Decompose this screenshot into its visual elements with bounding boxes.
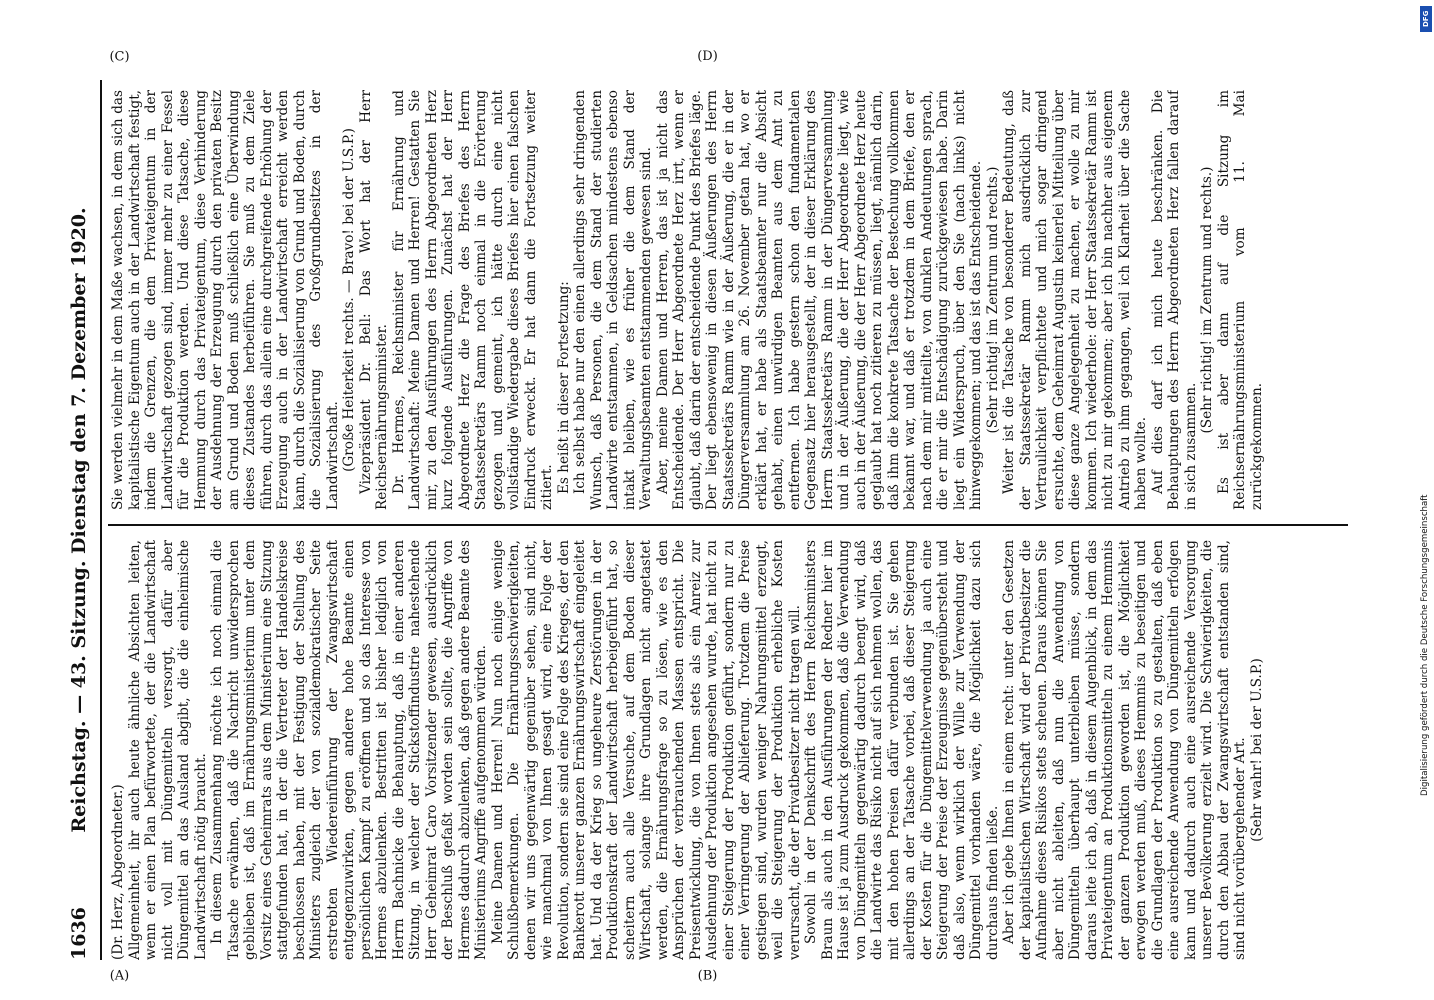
rotated-page xyxy=(60,49,1360,984)
paragraph: In diesem Zusammenhang möchte ich noch einmal die Tatsache erwähnen, daß die Nachricht unwidersprochen geblieben ist, daß im Ernährungsministerium unter dem Vorsitz eines Geheimrats aus dem Ministerium eine Sitzung stattgefunden hat, in der die Vertreter der Handelskreise beschlossen haben, mit der Festigung der Stellung des Ministers zugleich der von sozialdemokratischer Seite erstrebten Wiedereinführung der Zwangswirtschaft entgegenzuwirken, gegen andere hohe Beamte einen persönlichen Kampf zu eröffnen und so das Interesse von Hermes abzulenken. Bestritten ist bisher lediglich von Herrn Bachnicke die Behauptung, daß in einer anderen Sitzung, in welcher der Stickstoffindustrie nahestehende Herr Geheimrat Caro Vorsitzender gewesen, ausdrücklich der Beschluß gefaßt worden sein sollte, die Angriffe von Hermes dadurch abzulenken, daß gegen andere Beamte des Ministeriums Angriffe aufgenommen würden. xyxy=(209,540,489,960)
text-column-right xyxy=(110,90,1350,510)
paragraph: Es ist aber dann auf die Sitzung im Reichsernährungsministerium vom 11. Mai zurückgekommen. xyxy=(1215,90,1265,510)
text-column-left xyxy=(110,540,1350,960)
interjection: (Sehr richtig! im Zentrum und rechts.) xyxy=(984,166,1001,434)
column-divider xyxy=(108,525,1348,527)
paragraph: Vizepräsident Dr. Bell: Das Wort hat der Herr Reichsernährungsminister. xyxy=(357,90,390,510)
page-header xyxy=(60,80,102,960)
paragraph: Sowohl in der Denkschrift des Herrn Reichsministers Braun als auch in den Ausführungen der Redner hier im Hause ist ja zum Ausdruck gekommen, daß die Verwendung von Düngemitteln gegenwärtig dadurch beengt wird, daß die Landwirte das Risiko nicht auf sich nehmen wollen, das mit den hohen Preisen dafür verbunden ist. Sie gehen allerdings an der Tatsache vorbei, daß dieser Steigerung der Kosten für die Düngemittelverwendung ja auch eine Steigerung der Preise der Erzeugnisse gegenübersteht und daß also, wenn wirklich der Wille zur Verwendung der Düngemittel vorhanden wäre, die Möglichkeit dazu sich durchaus finden ließe. xyxy=(803,540,1001,960)
paragraph: Sie werden vielmehr in dem Maße wachsen, in dem sich das kapitalistische Eigentum auch in der Landwirtschaft festigt, indem die Grenzen, die dem Privateigentum in der Landwirtschaft gezogen sind, immer mehr zu einer Fessel für die Produktion werden. Und diese Tatsache, diese Hemmung durch das Privateigentum, diese Verhinderung der Ausdehnung der Erzeugung durch den privaten Besitz am Grund und Boden muß schließlich eine Überwindung dieses Zustandes herbeiführen. Sie muß zu dem Ziele führen, durch das allein eine durchgreifende Erhöhung der Erzeugung auch in der Landwirtschaft erreicht werden kann, durch die Sozialisierung von Grund und Boden, durch die Sozialisierung des Großgrundbesitzes in der Landwirtschaft. xyxy=(110,90,341,510)
paragraph: Auf dies darf ich mich heute beschränken. Die Behauptungen des Herrn Abgeordneten Herz fallen darauf in sich zusammen. xyxy=(1149,90,1199,510)
page-title: Reichstag. — 43. Sitzung. Dienstag den 7. Dezember 1920. xyxy=(68,207,90,833)
speaker-attribution: (Dr. Herz, Abgeordneter.) xyxy=(110,784,126,960)
paragraph: Allgemeinheit, ihr auch heute ähnliche Absichten leiten, wenn er einen Plan befürwortete, der die Landwirtschaft nicht voll mit Düngemitteln versorgt, dafür aber Düngemittel an das Ausland abgibt, die die einheimische Landwirtschaft nötig braucht. xyxy=(126,540,209,960)
credit-text: Digitalisierung gefördert durch die Deutsche Forschungsgemeinschaft xyxy=(1420,494,1430,796)
paragraph: Es heißt in dieser Fortsetzung: xyxy=(555,281,572,494)
margin-marker-c: (C) xyxy=(109,49,130,65)
interjection: (Sehr wahr! bei der U.S.P.) xyxy=(1248,658,1265,842)
digitization-credit-bar xyxy=(1418,0,1434,1000)
dfg-logo: DFG xyxy=(1420,6,1432,32)
paragraph: Weiter ist die Tatsache von besonderer Bedeutung, daß der Staatssekretär Ramm mich ausdrücklich zur Vertraulichkeit verpflichtete und mich sogar dringend ersuchte, dem Geheimrat Augustin keinerlei Mitteilung über diese ganze Angelegenheit zu machen, er wolle zu mir kommen. Ich wiederhole: der Herr Staatssekretär Ramm ist nicht zu mir gekommen; aber ich bin nachher aus eigenem Antrieb zu ihm gegangen, weil ich Klarheit über die Sache haben wollte. xyxy=(1001,90,1149,510)
paragraph: Meine Damen und Herren! Nun noch einige wenige Schlußbemerkungen. Die Ernährungsschwierigkeiten, denen wir uns gegenwärtig gegenüber sehen, sind nicht, wie manchmal von Ihnen gesagt wird, eine Folge der Revolution, sondern sie sind eine Folge des Krieges, der den Bankerott unserer ganzen Ernährungswirtschaft eingeleitet hat. Und da der Krieg so ungeheure Zerstörungen in der Produktionskraft der Landwirtschaft herbeigeführt hat, so scheitern auch alle Versuche, auf dem Boden dieser Wirtschaft, solange ihre Grundlagen nicht angetastet werden, die Ernährungsfrage so zu lösen, wie es den Ansprüchen der verbrauchenden Massen entspricht. Die Preisentwicklung, die von Ihnen stets als ein Anreiz zur Ausdehnung der Produktion angesehen wurde, hat nicht zu einer Steigerung der Produktion geführt, sondern nur zu einer Verringerung der Ablieferung. Trotzdem die Preise gestiegen sind, wurden weniger Nahrungsmittel erzeugt, weil die Steigerung der Produktion erhebliche Kosten verursacht, die der Privatbesitzer nicht tragen will. xyxy=(489,540,803,960)
margin-marker-a: (A) xyxy=(109,968,130,984)
paragraph: Aber, meine Damen und Herren, das ist ja nicht das Entscheidende. Der Herr Abgeordnete Herz irrt, wenn er glaubt, daß darin der entscheidende Punkt des Briefes läge. Der liegt ebensowenig in diesen Äußerungen des Herrn Staatssekretärs Ramm wie in der Äußerung, die er in der Düngerversammlung am 26. November getan hat, wo er erklärt hat, er habe als Staatsbeamter nur die Absicht gehabt, einen unwürdigen Beamten aus dem Amt zu entfernen. Ich habe gestern schon den fundamentalen Gegensatz hier herausgestellt, der in dieser Erklärung des Herrn Staatssekretärs Ramm in der Düngerversammlung und in der Äußerung, die der Herr Abgeordnete liegt, wie auch in der Äußerung, die der Herr Abgeordnete Herz heute geglaubt hat noch zitieren zu müssen, liegt, nämlich darin, daß ihm die konkrete Tatsache der Bestechung vollkommen bekannt war, und daß er trotzdem in dem Briefe, den er nach dem mir mitteilte, von dunklen Andeutungen sprach, die er mir die Entschädigung zurückgewiesen habe. Darin liegt ein Widerspruch, über den Sie (nach links) nicht hinweggekommen; und das ist das Entscheidende. xyxy=(654,90,984,510)
margin-marker-d: (D) xyxy=(697,49,718,65)
page-number: 1636 xyxy=(68,907,90,960)
interjection: (Große Heiterkeit rechts. — Bravo! bei der U.S.P.) xyxy=(341,128,357,472)
paragraph: Dr. Hermes, Reichsminister für Ernährung und Landwirtschaft: Meine Damen und Herren! Gestatten Sie mir, zu den Ausführungen des Herrn Abgeordneten Herz kurz folgende Ausführungen. Zunächst hat der Herr Abgeordnete Herz die Frage des Briefes des Herrn Staatssekretärs Ramm noch einmal in die Erörterung gezogen und gemeint, ich hätte durch eine nicht vollständige Wiedergabe dieses Briefes hier einen falschen Eindruck erweckt. Er hat dann die Fortsetzung weiter zitiert. xyxy=(390,90,555,510)
interjection: (Sehr richtig! im Zentrum und rechts.) xyxy=(1199,166,1215,434)
margin-marker-b: (B) xyxy=(697,968,718,984)
quotation: Ich selbst habe nur den einen allerdings sehr dringenden Wunsch, daß Personen, die dem Stand der studierten Landwirte entstammen, in Geldsachen mindestens ebenso intakt bleiben, wie es früher die dem Stand der Verwaltungsbeamten entstammenden gewesen sind. xyxy=(572,90,654,510)
paragraph: Aber ich gebe Ihnen in einem recht: unter den Gesetzen der kapitalistischen Wirtschaft wird der Privatbesitzer die Aufnahme dieses Risikos stets scheuen. Daraus können Sie aber nicht ableiten, daß nun die Anwendung von Düngemitteln überhaupt unterbleiben müsse, sondern daraus leite ich ab, daß in diesem Augenblick, in dem das Privateigentum an Produktionsmitteln zu einem Hemmnis der ganzen Produktion geworden ist, die Möglichkeit erwogen werden muß, dieses Hemmnis zu beseitigen und die Grundlagen der Produktion so zu gestalten, daß eben eine ausreichende Anwendung von Düngemitteln erfolgen kann und dadurch auch eine ausreichende Versorgung unserer Bevölkerung erzielt wird. Die Schwierigkeiten, die durch den Abbau der Zwangswirtschaft entstanden sind, sind nicht vorübergehender Art. xyxy=(1001,540,1248,960)
